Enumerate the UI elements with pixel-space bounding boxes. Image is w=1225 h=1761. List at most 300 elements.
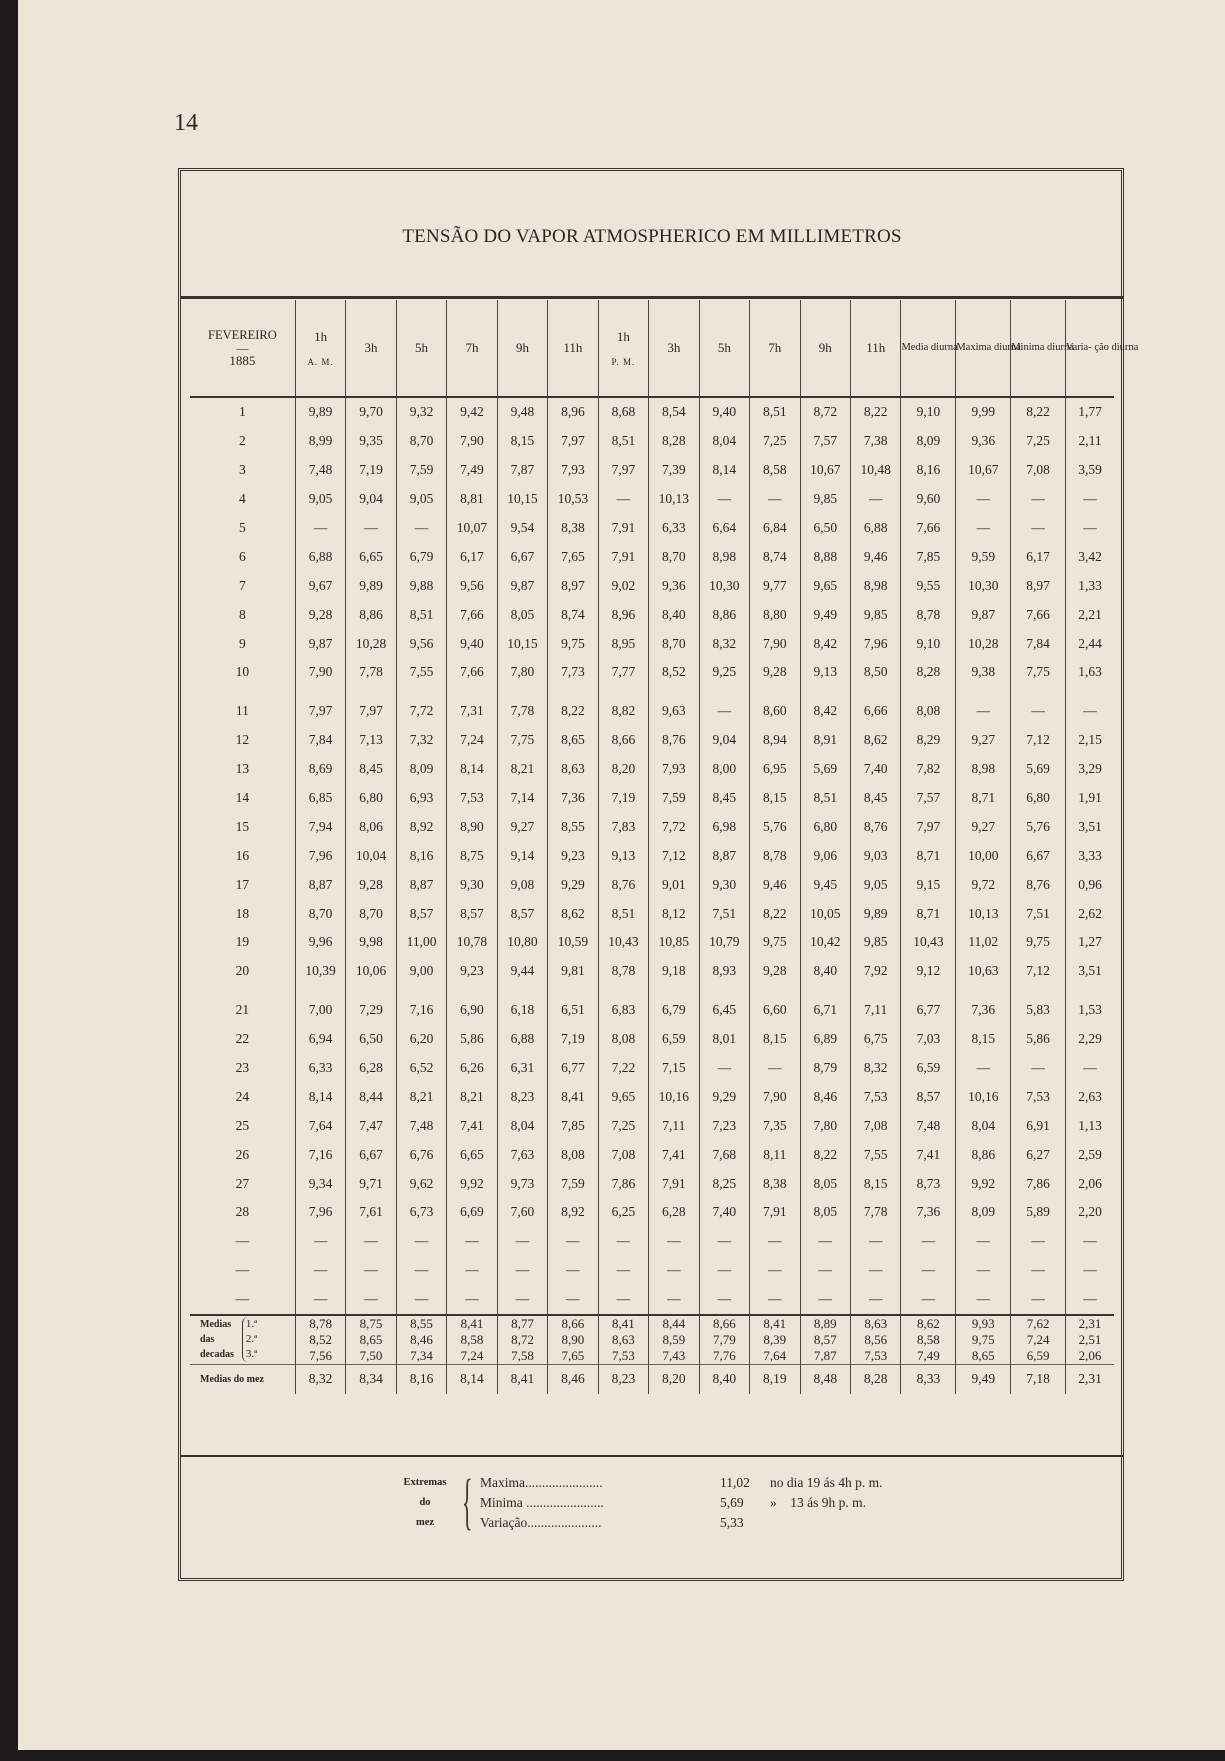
day-cell: 20 (235, 963, 250, 979)
value-cell: — (750, 1285, 800, 1315)
value-cell: 8,22 (548, 687, 598, 726)
value-cell: 6,79 (649, 986, 699, 1025)
table-row (190, 784, 1114, 813)
month-means-label: Medias do mez (190, 1364, 295, 1393)
value-cell: — (800, 1256, 850, 1285)
value-cell: 8,52 (649, 658, 699, 687)
extreme-maxima-label: Maxima....................... (480, 1475, 603, 1490)
value-cell: 7,19 (346, 456, 396, 485)
value-cell: 9,32 (396, 397, 446, 427)
table-row (190, 870, 1114, 899)
value-cell: 8,23 (497, 1082, 547, 1111)
month-mean-value-cell: 8,46 (548, 1364, 598, 1393)
value-cell: 7,47 (346, 1111, 396, 1140)
value-cell: 7,32 (396, 726, 446, 755)
value-cell: 9,28 (295, 600, 345, 629)
value-cell: 7,63 (497, 1140, 547, 1169)
extreme-minima-label: Minima ....................... (480, 1495, 604, 1510)
value-cell: — (598, 1256, 648, 1285)
value-cell: 7,65 (548, 542, 598, 571)
value-cell: 7,36 (901, 1198, 956, 1227)
value-cell: 8,09 (956, 1198, 1011, 1227)
value-cell: — (548, 1256, 598, 1285)
value-cell: — (497, 1227, 547, 1256)
extreme-maxima-detail: no dia 19 ás 4h p. m. (770, 1475, 883, 1490)
header-pm: P. M. (611, 357, 636, 367)
value-cell: 7,19 (548, 1025, 598, 1054)
value-cell: 7,53 (447, 784, 497, 813)
value-cell: 9,18 (649, 957, 699, 986)
header-hour: 9h (497, 300, 547, 397)
value-cell: 7,59 (548, 1169, 598, 1198)
value-cell: 6,33 (295, 1054, 345, 1083)
day-cell: 23 (235, 1060, 250, 1076)
table-header-row (190, 300, 1114, 397)
value-cell: 6,60 (750, 986, 800, 1025)
day-cell: 10 (235, 664, 250, 680)
value-cell: — (699, 485, 749, 514)
value-cell: — (851, 485, 901, 514)
value-cell: 8,66 (598, 726, 648, 755)
value-cell: 8,11 (750, 1140, 800, 1169)
value-cell: 7,25 (1011, 427, 1066, 456)
value-cell: 6,67 (497, 542, 547, 571)
value-cell: 9,59 (956, 542, 1011, 571)
value-cell: 8,99 (295, 427, 345, 456)
value-cell: 9,87 (295, 629, 345, 658)
value-cell: — (851, 1256, 901, 1285)
table-row (190, 658, 1114, 687)
value-cell: 8,74 (750, 542, 800, 571)
value-cell: 7,35 (750, 1111, 800, 1140)
value-cell: 8,78 (750, 841, 800, 870)
value-cell: 7,80 (497, 658, 547, 687)
value-cell: 8,70 (346, 899, 396, 928)
value-cell: 7,96 (851, 629, 901, 658)
value-cell: 9,28 (750, 658, 800, 687)
table-title: TENSÃO DO VAPOR ATMOSPHERICO EM MILLIMETROS (402, 226, 902, 247)
decade-value-cell: 8,78 8,52 7,56 (295, 1315, 345, 1365)
value-cell: 9,75 (1011, 928, 1066, 957)
value-cell: 7,87 (497, 456, 547, 485)
value-cell: 9,01 (649, 870, 699, 899)
value-cell: 7,03 (901, 1025, 956, 1054)
value-cell: 7,51 (699, 899, 749, 928)
value-cell: 7,66 (1011, 600, 1066, 629)
value-cell: 8,57 (447, 899, 497, 928)
month-mean-value-cell: 8,16 (396, 1364, 446, 1393)
value-cell: 5,69 (1011, 755, 1066, 784)
value-cell: 9,12 (901, 957, 956, 986)
value-cell: 7,97 (901, 812, 956, 841)
value-cell: 8,15 (497, 427, 547, 456)
table-row (190, 899, 1114, 928)
value-cell: 7,91 (598, 542, 648, 571)
value-cell: 9,15 (901, 870, 956, 899)
value-cell: 9,08 (497, 870, 547, 899)
value-cell: 7,12 (1011, 726, 1066, 755)
value-cell: 8,87 (396, 870, 446, 899)
value-cell: 7,55 (851, 1140, 901, 1169)
value-cell: 6,66 (851, 687, 901, 726)
value-cell: 8,73 (901, 1169, 956, 1198)
table-row (190, 542, 1114, 571)
day-cell: 24 (235, 1088, 250, 1104)
value-cell: 2,59 (1066, 1140, 1114, 1169)
value-cell: 7,49 (447, 456, 497, 485)
value-cell: 2,63 (1066, 1082, 1114, 1111)
value-cell: 6,67 (346, 1140, 396, 1169)
value-cell: 8,86 (956, 1140, 1011, 1169)
value-cell: 8,51 (800, 784, 850, 813)
value-cell: — (396, 1256, 446, 1285)
value-cell: 10,79 (699, 928, 749, 957)
value-cell: 9,04 (346, 485, 396, 514)
extreme-variacao-value: 5,33 (720, 1515, 744, 1530)
value-cell: 6,26 (447, 1054, 497, 1083)
value-cell: 9,67 (295, 571, 345, 600)
month-mean-value-cell: 7,18 (1011, 1364, 1066, 1393)
value-cell: 3,51 (1066, 957, 1114, 986)
value-cell: — (1011, 1256, 1066, 1285)
value-cell: 8,70 (295, 899, 345, 928)
value-cell: 8,60 (750, 687, 800, 726)
value-cell: 8,45 (699, 784, 749, 813)
month-mean-value-cell: 8,34 (346, 1364, 396, 1393)
value-cell: 7,59 (396, 456, 446, 485)
month-mean-value-cell: 8,14 (447, 1364, 497, 1393)
value-cell: 9,34 (295, 1169, 345, 1198)
value-cell: 8,79 (800, 1054, 850, 1083)
value-cell: 6,79 (396, 542, 446, 571)
value-cell: 3,51 (1066, 812, 1114, 841)
value-cell: 10,67 (956, 456, 1011, 485)
value-cell: 9,46 (750, 870, 800, 899)
value-cell: 6,77 (548, 1054, 598, 1083)
value-cell: 7,12 (649, 841, 699, 870)
value-cell: 7,90 (295, 658, 345, 687)
value-cell: 9,10 (901, 629, 956, 658)
value-cell: — (598, 1285, 648, 1315)
header-month: FEVEREIRO (208, 327, 277, 342)
value-cell: 8,06 (346, 812, 396, 841)
extreme-variacao-label: Variação...................... (480, 1515, 602, 1530)
value-cell: 10,63 (956, 957, 1011, 986)
value-cell: 9,13 (800, 658, 850, 687)
value-cell: 8,97 (1011, 571, 1066, 600)
extreme-minima-detail: » 13 ás 9h p. m. (770, 1495, 866, 1510)
value-cell: 6,25 (598, 1198, 648, 1227)
day-cell: 21 (235, 1002, 250, 1018)
decade-value-cell: 8,66 7,79 7,76 (699, 1315, 749, 1365)
value-cell: 7,53 (1011, 1082, 1066, 1111)
value-cell: — (956, 485, 1011, 514)
value-cell: 8,51 (750, 397, 800, 427)
value-cell: 7,59 (649, 784, 699, 813)
day-cell: 13 (235, 761, 250, 777)
value-cell: 9,63 (649, 687, 699, 726)
value-cell: 8,76 (598, 870, 648, 899)
table-row (190, 928, 1114, 957)
value-cell: 6,80 (346, 784, 396, 813)
day-cell: 22 (235, 1031, 250, 1047)
value-cell: 7,97 (598, 456, 648, 485)
value-cell: 8,40 (649, 600, 699, 629)
value-cell: 6,89 (800, 1025, 850, 1054)
value-cell: 8,32 (699, 629, 749, 658)
value-cell: 8,65 (548, 726, 598, 755)
day-cell: 2 (239, 433, 246, 449)
value-cell: 9,03 (851, 841, 901, 870)
value-cell: 9,42 (447, 397, 497, 427)
value-cell: 6,73 (396, 1198, 446, 1227)
value-cell: 7,39 (649, 456, 699, 485)
value-cell: 7,14 (497, 784, 547, 813)
value-cell: 9,81 (548, 957, 598, 986)
value-cell: 10,48 (851, 456, 901, 485)
value-cell: 3,42 (1066, 542, 1114, 571)
value-cell: 7,51 (1011, 899, 1066, 928)
value-cell: 9,40 (447, 629, 497, 658)
header-maxima: Maxima diurna (956, 300, 1011, 397)
value-cell: 8,95 (598, 629, 648, 658)
value-cell: 8,90 (447, 812, 497, 841)
value-cell: 8,51 (598, 427, 648, 456)
value-cell: 9,54 (497, 514, 547, 543)
value-cell: 7,91 (649, 1169, 699, 1198)
value-cell: 8,76 (1011, 870, 1066, 899)
header-variacao: Varia- ção diurna (1066, 300, 1114, 397)
value-cell: 9,06 (800, 841, 850, 870)
value-cell: 7,97 (346, 687, 396, 726)
brace-icon: { (462, 1468, 473, 1536)
value-cell: 9,62 (396, 1169, 446, 1198)
day-cell: 5 (239, 520, 246, 535)
value-cell: 7,16 (396, 986, 446, 1025)
value-cell: 8,96 (548, 397, 598, 427)
value-cell: — (447, 1227, 497, 1256)
value-cell: 9,77 (750, 571, 800, 600)
value-cell: 3,29 (1066, 755, 1114, 784)
value-cell: 7,96 (295, 841, 345, 870)
value-cell: 8,12 (649, 899, 699, 928)
value-cell: 7,61 (346, 1198, 396, 1227)
value-cell: — (1066, 1256, 1114, 1285)
summary-divider (181, 1455, 1123, 1457)
value-cell: 8,93 (699, 957, 749, 986)
value-cell: — (800, 1227, 850, 1256)
day-cell: 15 (235, 818, 250, 834)
value-cell: 6,69 (447, 1198, 497, 1227)
month-mean-value-cell: 8,48 (800, 1364, 850, 1393)
value-cell: 10,42 (800, 928, 850, 957)
table-row (190, 1025, 1114, 1054)
value-cell: — (956, 687, 1011, 726)
value-cell: — (1011, 1285, 1066, 1315)
value-cell: 8,78 (901, 600, 956, 629)
value-cell: 5,76 (1011, 812, 1066, 841)
value-cell: 8,42 (800, 687, 850, 726)
value-cell: 10,15 (497, 485, 547, 514)
value-cell: 8,88 (800, 542, 850, 571)
value-cell: — (901, 1256, 956, 1285)
value-cell: 8,22 (750, 899, 800, 928)
value-cell: 5,83 (1011, 986, 1066, 1025)
value-cell: 8,78 (598, 957, 648, 986)
value-cell: 10,30 (956, 571, 1011, 600)
decade-value-cell: 8,89 8,57 7,87 (800, 1315, 850, 1365)
value-cell: 8,40 (800, 957, 850, 986)
value-cell: 2,44 (1066, 629, 1114, 658)
value-cell: 10,28 (346, 629, 396, 658)
value-cell: — (1066, 1285, 1114, 1315)
value-cell: 10,16 (649, 1082, 699, 1111)
value-cell: 9,44 (497, 957, 547, 986)
value-cell: 6,94 (295, 1025, 345, 1054)
value-cell: 9,49 (800, 600, 850, 629)
value-cell: — (295, 1227, 345, 1256)
value-cell: 7,96 (295, 1198, 345, 1227)
value-cell: 7,36 (548, 784, 598, 813)
extreme-maxima (480, 1473, 960, 1493)
table-row (190, 1227, 1114, 1256)
decade-value-cell: 8,63 8,56 7,53 (851, 1315, 901, 1365)
day-cell: 9 (239, 635, 246, 651)
value-cell: 7,25 (598, 1111, 648, 1140)
value-cell: 9,71 (346, 1169, 396, 1198)
value-cell: 6,80 (1011, 784, 1066, 813)
value-cell: 8,98 (851, 571, 901, 600)
value-cell: 9,02 (598, 571, 648, 600)
value-cell: 9,87 (956, 600, 1011, 629)
value-cell: 8,14 (295, 1082, 345, 1111)
value-cell: 8,63 (548, 755, 598, 784)
value-cell: 6,45 (699, 986, 749, 1025)
value-cell: 9,65 (800, 571, 850, 600)
value-cell: 8,22 (851, 397, 901, 427)
day-cell: 14 (235, 790, 250, 806)
value-cell: 8,01 (699, 1025, 749, 1054)
value-cell: 9,96 (295, 928, 345, 957)
value-cell: 7,85 (548, 1111, 598, 1140)
value-cell: 7,22 (598, 1054, 648, 1083)
value-cell: 6,76 (396, 1140, 446, 1169)
day-cell: 26 (235, 1146, 250, 1162)
value-cell: — (649, 1285, 699, 1315)
value-cell: 2,11 (1066, 427, 1114, 456)
month-means-row (190, 1364, 1114, 1393)
value-cell: 7,84 (295, 726, 345, 755)
value-cell: 7,11 (851, 986, 901, 1025)
value-cell: 7,08 (598, 1140, 648, 1169)
value-cell: 6,28 (346, 1054, 396, 1083)
table-row (190, 1169, 1114, 1198)
value-cell: 8,29 (901, 726, 956, 755)
value-cell: — (750, 1227, 800, 1256)
value-cell: 7,66 (447, 658, 497, 687)
value-cell: 7,15 (649, 1054, 699, 1083)
decade-value-cell: 7,62 7,24 6,59 (1011, 1315, 1066, 1365)
value-cell: 8,92 (548, 1198, 598, 1227)
value-cell: 9,56 (447, 571, 497, 600)
header-hour: 1h P. M. (598, 300, 648, 397)
value-cell: 7,41 (649, 1140, 699, 1169)
value-cell: 7,85 (901, 542, 956, 571)
value-cell: 2,29 (1066, 1025, 1114, 1054)
value-cell: — (346, 1285, 396, 1315)
value-cell: 9,73 (497, 1169, 547, 1198)
value-cell: 7,93 (649, 755, 699, 784)
value-cell: 8,32 (851, 1054, 901, 1083)
value-cell: 6,88 (295, 542, 345, 571)
value-cell: 9,30 (699, 870, 749, 899)
extreme-minima-value: 5,69 (720, 1495, 744, 1510)
value-cell: 10,15 (497, 629, 547, 658)
value-cell: 8,08 (901, 687, 956, 726)
value-cell: — (1066, 514, 1114, 543)
value-cell: 8,15 (750, 1025, 800, 1054)
value-cell: 8,57 (396, 899, 446, 928)
value-cell: — (1066, 687, 1114, 726)
value-cell: 6,95 (750, 755, 800, 784)
value-cell: 9,00 (396, 957, 446, 986)
value-cell: 10,43 (901, 928, 956, 957)
value-cell: 8,71 (956, 784, 1011, 813)
value-cell: 9,29 (699, 1082, 749, 1111)
value-cell: 9,70 (346, 397, 396, 427)
value-cell: 8,86 (346, 600, 396, 629)
value-cell: 7,55 (396, 658, 446, 687)
header-am: A. M. (307, 357, 334, 367)
day-cell: 3 (239, 462, 246, 478)
value-cell: 8,82 (598, 687, 648, 726)
value-cell: 9,05 (851, 870, 901, 899)
value-cell: — (548, 1227, 598, 1256)
value-cell: — (956, 1227, 1011, 1256)
value-cell: — (346, 514, 396, 543)
decade-value-cell: 8,44 8,59 7,43 (649, 1315, 699, 1365)
value-cell: 7,24 (447, 726, 497, 755)
value-cell: 8,71 (901, 899, 956, 928)
value-cell: — (699, 1256, 749, 1285)
value-cell: 10,07 (447, 514, 497, 543)
day-cell: 1 (239, 404, 246, 420)
value-cell: — (295, 1256, 345, 1285)
value-cell: 8,04 (699, 427, 749, 456)
value-cell: 10,78 (447, 928, 497, 957)
table-row (190, 427, 1114, 456)
value-cell: 7,84 (1011, 629, 1066, 658)
value-cell: 7,91 (750, 1198, 800, 1227)
value-cell: 8,50 (851, 658, 901, 687)
header-year: 1885 (229, 352, 256, 368)
day-cell: 17 (235, 876, 250, 892)
value-cell: — (447, 1285, 497, 1315)
value-cell: 8,70 (649, 542, 699, 571)
table-row (190, 726, 1114, 755)
title-divider (181, 296, 1123, 299)
value-cell: 7,91 (598, 514, 648, 543)
value-cell: 2,06 (1066, 1169, 1114, 1198)
value-cell: 8,57 (497, 899, 547, 928)
value-cell: 8,08 (548, 1140, 598, 1169)
decade-value-cell: 8,41 8,58 7,24 (447, 1315, 497, 1365)
value-cell: 2,21 (1066, 600, 1114, 629)
value-cell: 7,48 (396, 1111, 446, 1140)
value-cell: 9,28 (346, 870, 396, 899)
value-cell: 8,98 (699, 542, 749, 571)
value-cell: 10,06 (346, 957, 396, 986)
